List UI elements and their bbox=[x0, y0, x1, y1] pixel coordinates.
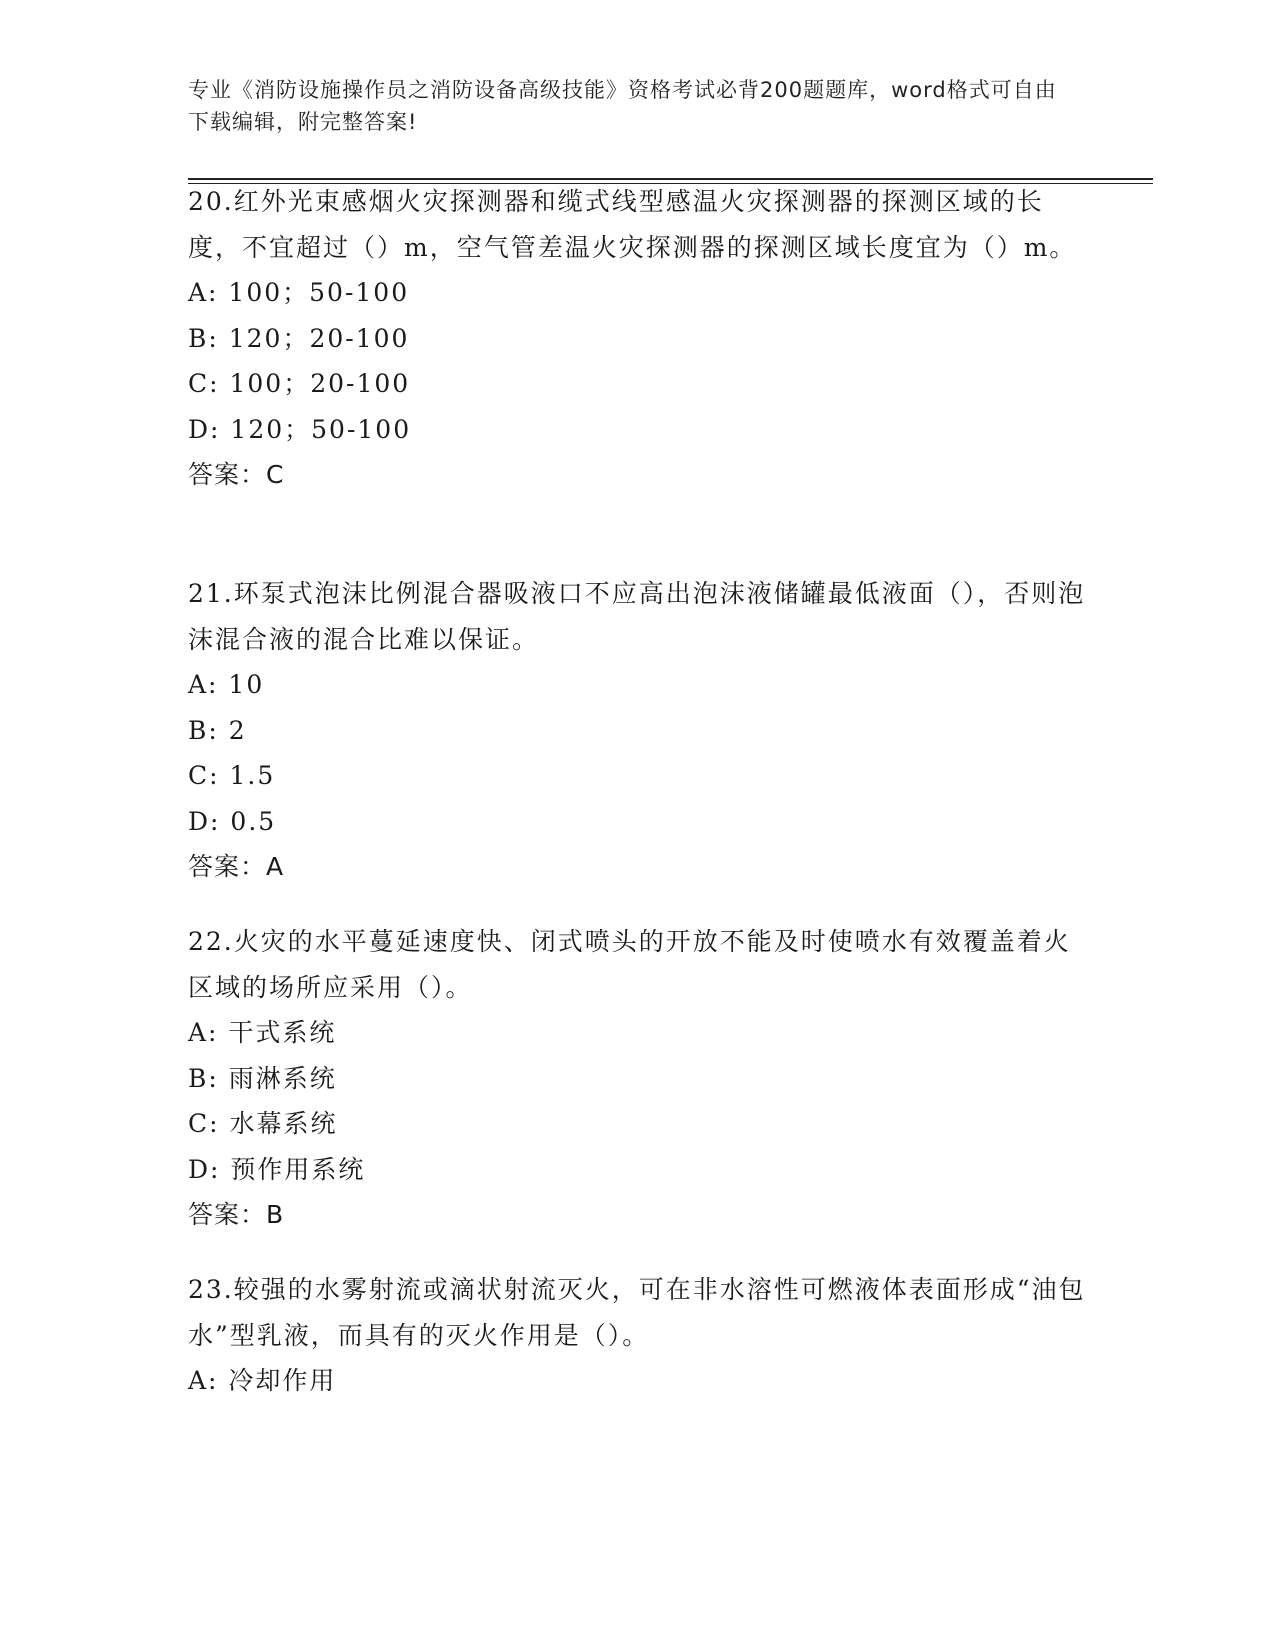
question-22 bbox=[188, 919, 1088, 1238]
question-stem: 22.火灾的水平蔓延速度快、闭式喷头的开放不能及时使喷水有效覆盖着火区域的场所应采用（）。 bbox=[188, 927, 1071, 1002]
answer: 答案：A bbox=[188, 852, 285, 881]
option-c: C: 100；20-100 bbox=[188, 369, 411, 398]
option-a: A: 冷却作用 bbox=[188, 1366, 337, 1395]
option-c: C: 1.5 bbox=[188, 761, 276, 790]
option-a: A: 10 bbox=[188, 670, 265, 699]
option-d: D: 预作用系统 bbox=[188, 1154, 366, 1184]
question-stem: 21.环泵式泡沫比例混合器吸液口不应高出泡沫液储罐最低液面（），否则泡沫混合液的混合比难以保证。 bbox=[188, 579, 1086, 654]
answer: 答案：C bbox=[188, 460, 285, 489]
answer: 答案：B bbox=[188, 1200, 285, 1229]
option-d: D: 120；50-100 bbox=[188, 414, 412, 444]
option-c: C: 水幕系统 bbox=[188, 1109, 338, 1138]
option-a: A: 100；50-100 bbox=[188, 278, 410, 307]
question-stem: 23.较强的水雾射流或滴状射流灭火，可在非水溶性可燃液体表面形成“油包水”型乳液，而具有的灭火作用是（）。 bbox=[188, 1275, 1086, 1350]
question-stem: 20.红外光束感烟火灾探测器和缆式线型感温火灾探测器的探测区域的长度，不宜超过（）m，空气管差温火灾探测器的探测区域长度宜为（）m。 bbox=[188, 187, 1077, 262]
option-d: D: 0.5 bbox=[188, 806, 277, 836]
option-b: B: 2 bbox=[188, 715, 247, 745]
question-23 bbox=[188, 1267, 1088, 1404]
question-20 bbox=[188, 179, 1088, 498]
option-b: B: 120；20-100 bbox=[188, 323, 410, 353]
document-intro: 专业《消防设施操作员之消防设备高级技能》资格考试必背200题题库，word格式可自由下载编辑，附完整答案! bbox=[188, 78, 1057, 134]
option-b: B: 雨淋系统 bbox=[188, 1063, 337, 1093]
option-a: A: 干式系统 bbox=[188, 1018, 337, 1047]
question-21 bbox=[188, 571, 1088, 890]
